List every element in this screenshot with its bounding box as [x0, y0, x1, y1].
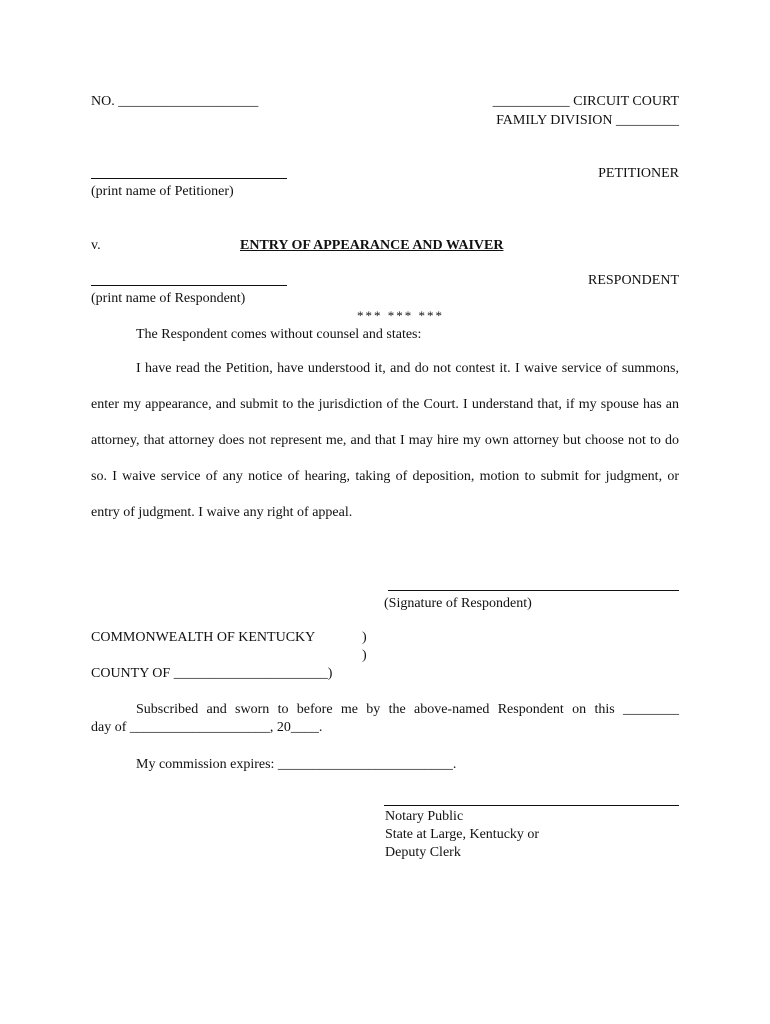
jurat-line-2: day of ____________________, 20____. — [91, 720, 323, 735]
notary-title: Notary Public — [385, 809, 464, 824]
petitioner-name-line — [91, 178, 287, 179]
notary-jurisdiction: State at Large, Kentucky or — [385, 827, 540, 842]
petitioner-hint: (print name of Petitioner) — [91, 184, 234, 199]
intro-statement: The Respondent comes without counsel and states: — [136, 327, 422, 342]
respondent-role: RESPONDENT — [587, 273, 679, 288]
deputy-clerk: Deputy Clerk — [385, 845, 461, 860]
venue-bracket-2: ) — [362, 648, 367, 663]
signature-label: (Signature of Respondent) — [384, 596, 532, 611]
document-title: ENTRY OF APPEARANCE AND WAIVER — [240, 238, 504, 253]
venue-bracket-1: ) — [362, 630, 367, 645]
family-division-line: FAMILY DIVISION _________ — [496, 113, 679, 128]
section-separator: *** *** *** — [357, 308, 444, 323]
petitioner-role: PETITIONER — [598, 166, 679, 181]
venue-state: COMMONWEALTH OF KENTUCKY — [91, 630, 316, 645]
signature-line — [388, 590, 679, 591]
waiver-statement: I have read the Petition, have understood it, and do not contest it. I waive service of summons, enter my appearance, and submit to the jurisdiction of the Court. I understand that, if my spouse has an attorney, that attorney does not represent me, and that I may hire my own attorney but choose not to do so. I waive service of any notice of hearing, taking of deposition, motion to submit for judgment, or entry of judgment. I waive any right of appeal. — [91, 361, 679, 520]
circuit-court-line: ___________ CIRCUIT COURT — [492, 94, 679, 109]
respondent-name-line — [91, 285, 287, 286]
versus-label: v. — [91, 238, 101, 253]
respondent-hint: (print name of Respondent) — [91, 291, 246, 306]
notary-signature-line — [384, 805, 679, 806]
jurat-line-1: Subscribed and sworn to before me by the above-named Respondent on this ________ — [136, 702, 679, 717]
case-number: NO. ____________________ — [91, 94, 259, 109]
commission-expires: My commission expires: _________________________. — [136, 757, 457, 772]
venue-county: COUNTY OF ______________________) — [91, 666, 333, 681]
